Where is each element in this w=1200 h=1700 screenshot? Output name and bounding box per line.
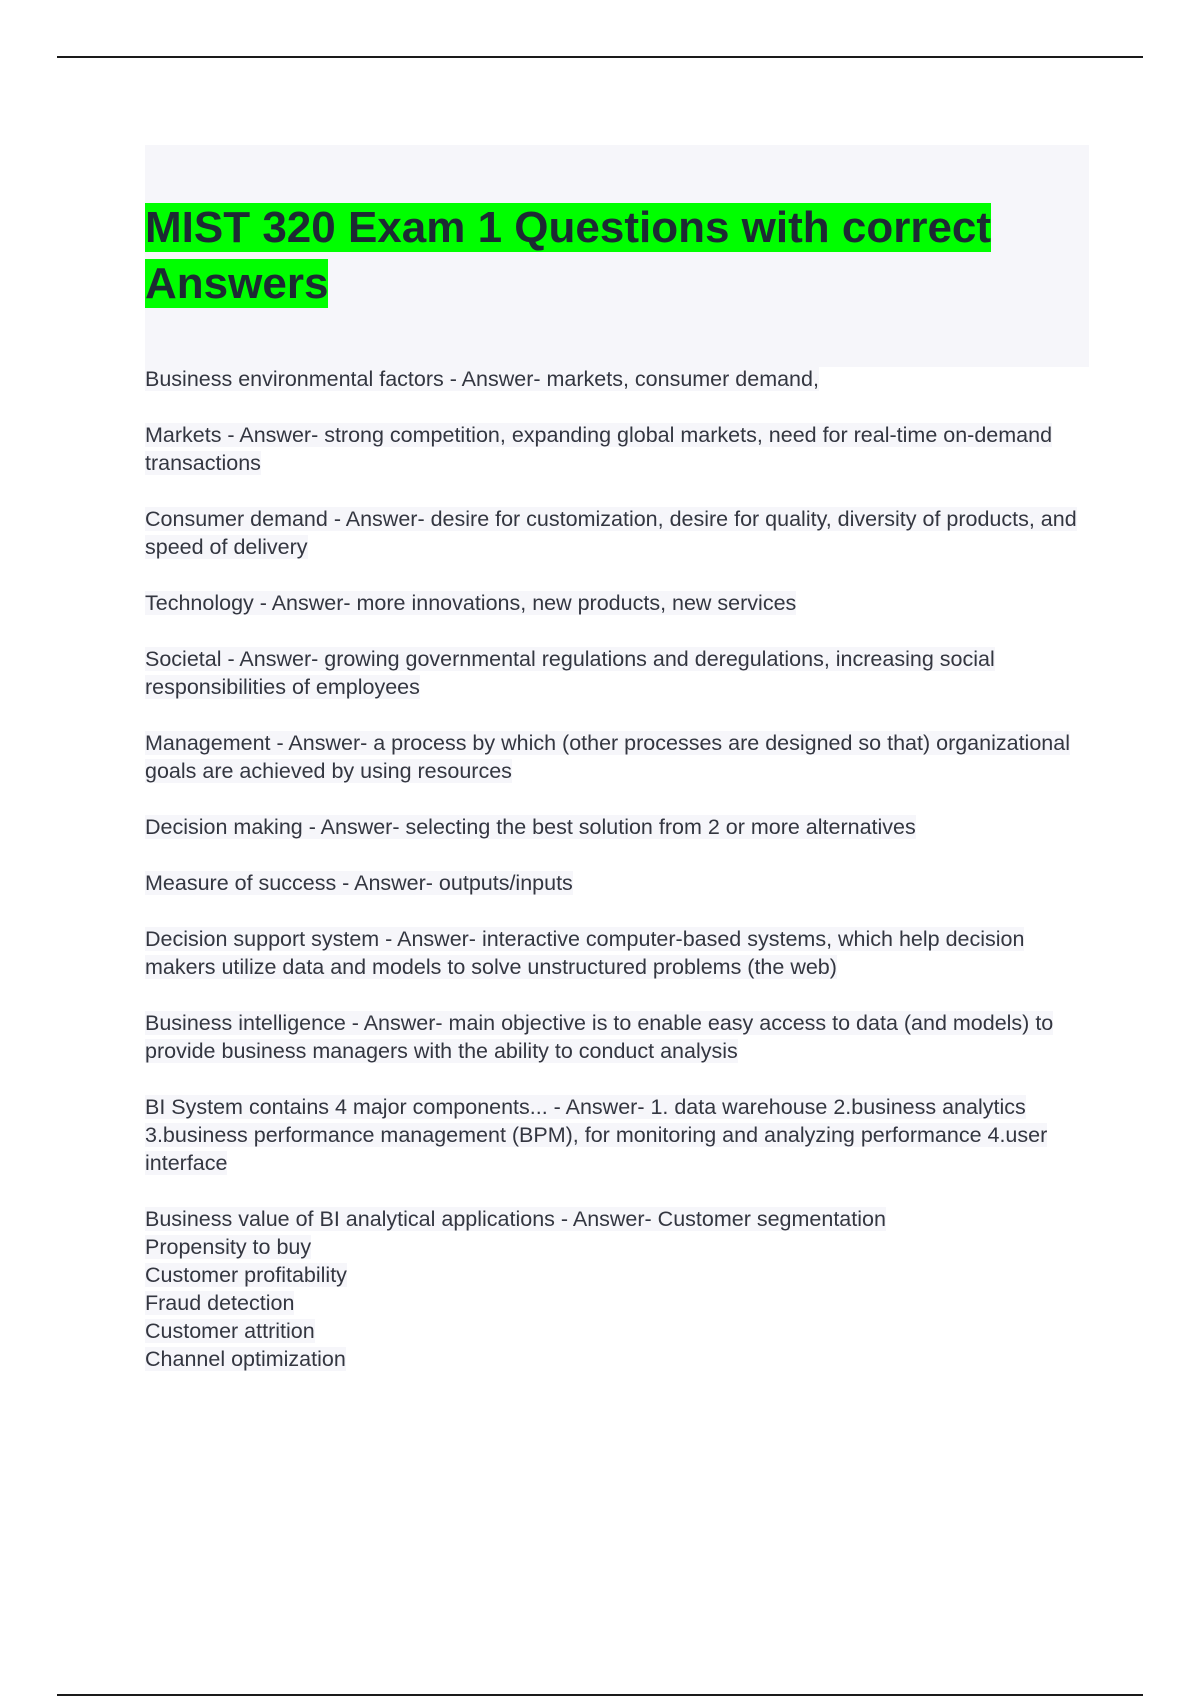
document-title [145,200,1085,312]
qa-entry: Societal - Answer- growing governmental regulations and deregulations, increasing social responsibilities of employees [145,647,995,699]
qa-entry-line: Channel optimization [145,1347,346,1371]
qa-entry: Consumer demand - Answer- desire for customization, desire for quality, diversity of products, and speed of delivery [145,507,1077,559]
qa-entry-line: Fraud detection [145,1291,295,1315]
top-rule [57,56,1143,58]
qa-entry: Markets - Answer- strong competition, expanding global markets, need for real-time on-demand transactions [145,423,1053,475]
qa-entry: Management - Answer- a process by which (other processes are designed so that) organizational goals are achieved by using resources [145,731,1070,783]
qa-entry: BI System contains 4 major components... - Answer- 1. data warehouse 2.business analytics 3.business performance management (BPM), for monitoring and analyzing performance 4.user interface [145,1095,1048,1175]
title-highlight: MIST 320 Exam 1 Questions with correct Answers [145,203,992,308]
qa-entry-line: Propensity to buy [145,1235,312,1259]
qa-entry: Technology - Answer- more innovations, new products, new services [145,591,797,615]
qa-entry: Decision support system - Answer- interactive computer-based systems, which help decision makers utilize data and models to solve unstructured problems (the web) [145,927,1025,979]
qa-list [145,365,1095,1401]
bottom-rule [57,1694,1143,1696]
qa-entry: Measure of success - Answer- outputs/inputs [145,871,573,895]
qa-entry-line: Customer profitability [145,1263,347,1287]
qa-entry-line: Business value of BI analytical applications - Answer- Customer segmentation [145,1207,886,1231]
qa-entry: Business intelligence - Answer- main objective is to enable easy access to data (and models) to provide business managers with the ability to conduct analysis [145,1011,1054,1063]
qa-entry-line: Customer attrition [145,1319,315,1343]
qa-entry: Decision making - Answer- selecting the best solution from 2 or more alternatives [145,815,916,839]
qa-entry: Business environmental factors - Answer- markets, consumer demand, [145,367,819,391]
qa-entry-multiline [145,1205,1095,1373]
